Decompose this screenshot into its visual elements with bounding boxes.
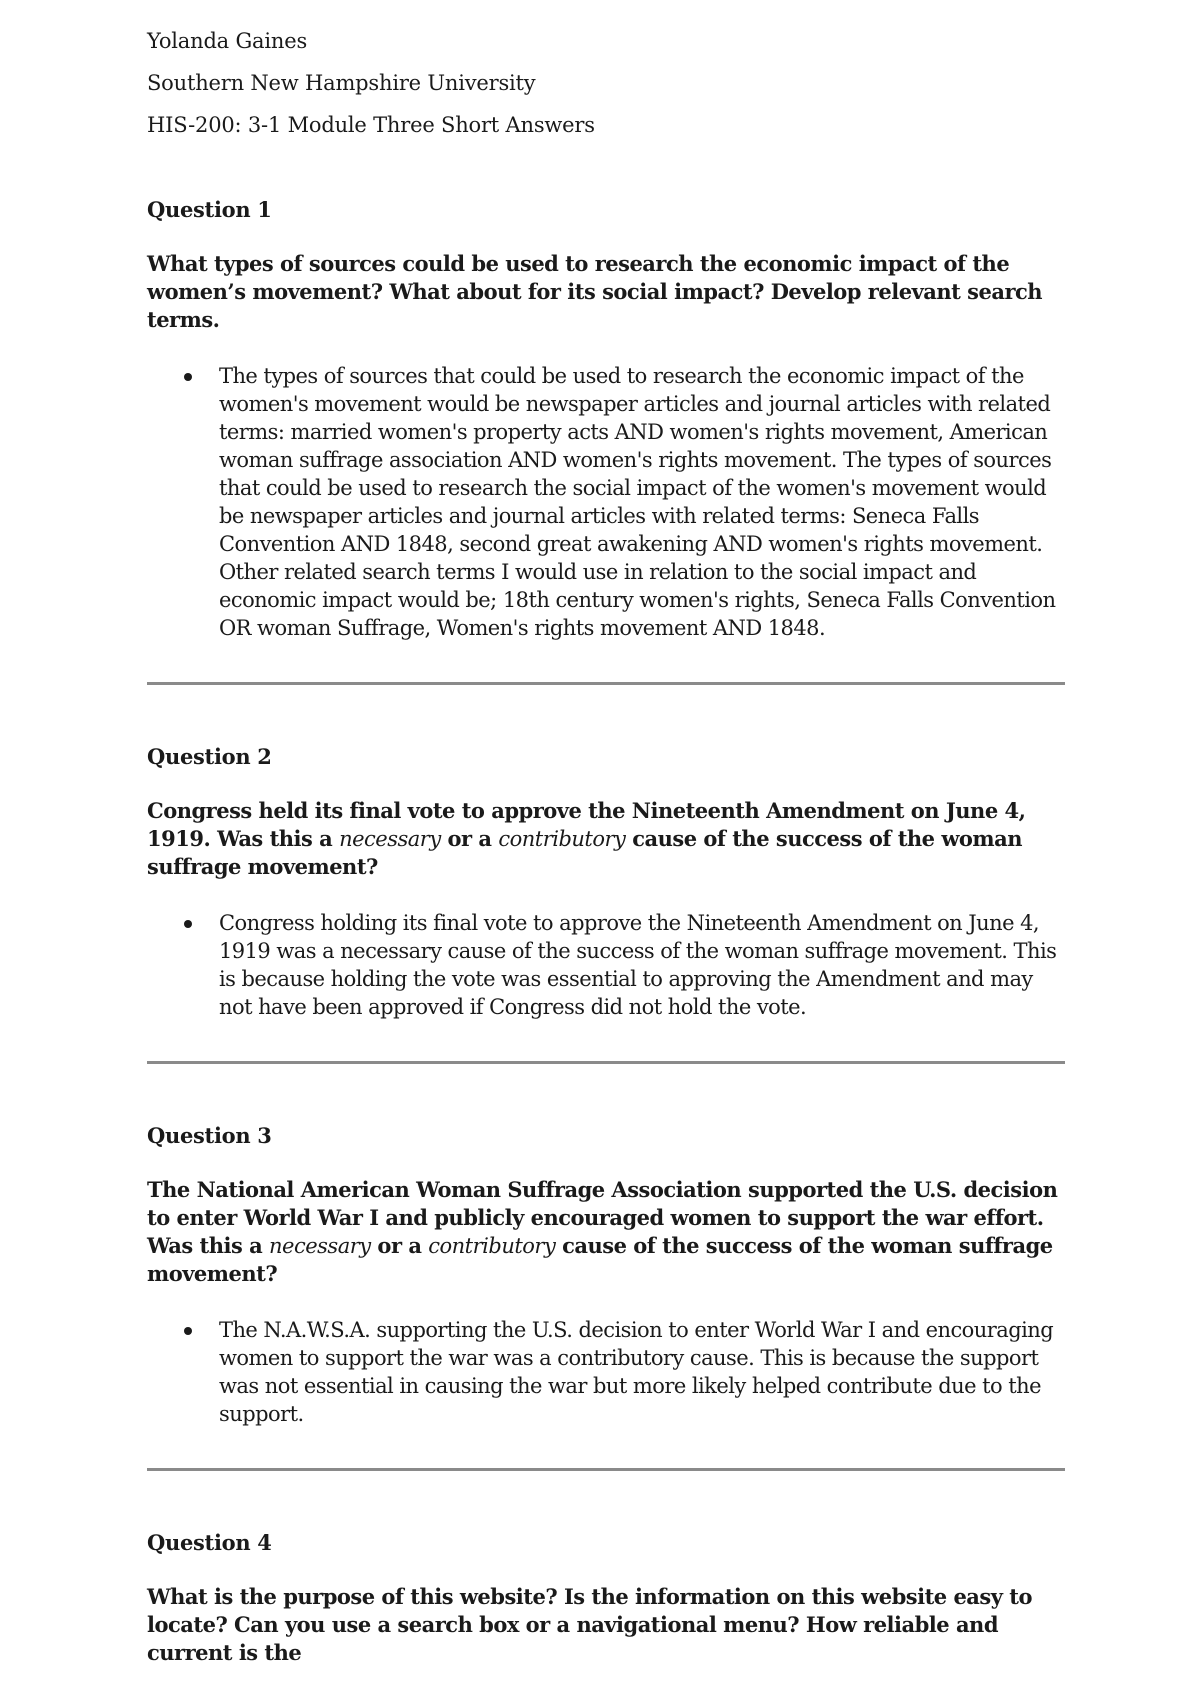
author-name: Yolanda Gaines <box>147 29 308 53</box>
prompt-term-necessary: necessary <box>339 827 441 851</box>
answer-list <box>147 909 1067 1021</box>
question-section-1 <box>147 196 1067 685</box>
document-header <box>147 26 1067 152</box>
prompt-text: or a <box>440 826 499 851</box>
question-prompt <box>147 1176 1067 1288</box>
bullet-icon <box>184 1327 192 1335</box>
question-prompt <box>147 797 1067 881</box>
prompt-text: The National American Woman Suffrage Association supported the U.S. decision to enter World War I and publicly encouraged women to support the war effort. Was this a <box>147 1177 1058 1258</box>
prompt-text: Congress held its final vote to approve the Nineteenth Amendment on June 4, 1919. Was this a <box>147 798 1026 851</box>
question-prompt: What types of sources could be used to research the economic impact of the women’s movement? What about for its social impact? Develop relevant search terms. <box>147 251 1043 332</box>
answer-text: The types of sources that could be used to research the economic impact of the women's movement would be newspaper articles and journal articles with related terms: married women's property acts AND women's rights movement, American woman suffrage association AND women's rights movement. The types of sources that could be used to research the social impact of the women's movement would be newspaper articles and journal articles with related terms: Seneca Falls Convention AND 1848, second great awakening AND women's rights movement. Other related search terms I would use in relation to the social impact and economic impact would be; 18th century women's rights, Seneca Falls Convention OR woman Suffrage, Women's rights movement AND 1848. <box>219 364 1056 640</box>
prompt-text: or a <box>370 1233 429 1258</box>
section-divider <box>147 1468 1065 1471</box>
answer-item <box>219 362 1067 642</box>
prompt-term-contributory: contributory <box>428 1234 556 1258</box>
question-title: Question 2 <box>147 744 272 769</box>
document-page <box>147 26 1067 1695</box>
prompt-text: cause of the success of the woman suffrage movement? <box>147 1233 1053 1286</box>
answer-item <box>219 909 1067 1021</box>
answer-list <box>147 362 1067 642</box>
bullet-icon <box>184 373 192 381</box>
question-title: Question 4 <box>147 1530 272 1555</box>
answer-list <box>147 1316 1067 1428</box>
question-section-4 <box>147 1529 1067 1667</box>
prompt-text: cause of the success of the woman suffrage movement? <box>147 826 1023 879</box>
question-title: Question 3 <box>147 1123 272 1148</box>
answer-item <box>219 1316 1067 1428</box>
prompt-term-necessary: necessary <box>269 1234 371 1258</box>
prompt-term-contributory: contributory <box>498 827 626 851</box>
course-title: HIS-200: 3-1 Module Three Short Answers <box>147 113 595 137</box>
answer-text: Congress holding its final vote to approve the Nineteenth Amendment on June 4, 1919 was a necessary cause of the success of the woman suffrage movement. This is because holding the vote was essential to approving the Amendment and may not have been approved if Congress did not hold the vote. <box>219 911 1057 1019</box>
section-divider <box>147 1061 1065 1064</box>
institution-name: Southern New Hampshire University <box>147 71 536 95</box>
answer-text: The N.A.W.S.A. supporting the U.S. decision to enter World War I and encouraging women to support the war was a contributory cause. This is because the support was not essential in causing the war but more likely helped contribute due to the support. <box>219 1318 1054 1426</box>
question-title: Question 1 <box>147 197 272 222</box>
question-section-3 <box>147 1122 1067 1471</box>
section-divider <box>147 682 1065 685</box>
bullet-icon <box>184 920 192 928</box>
question-prompt: What is the purpose of this website? Is the information on this website easy to locate? Can you use a search box or a navigational menu? How reliable and current is the <box>147 1584 1032 1665</box>
question-section-2 <box>147 743 1067 1064</box>
